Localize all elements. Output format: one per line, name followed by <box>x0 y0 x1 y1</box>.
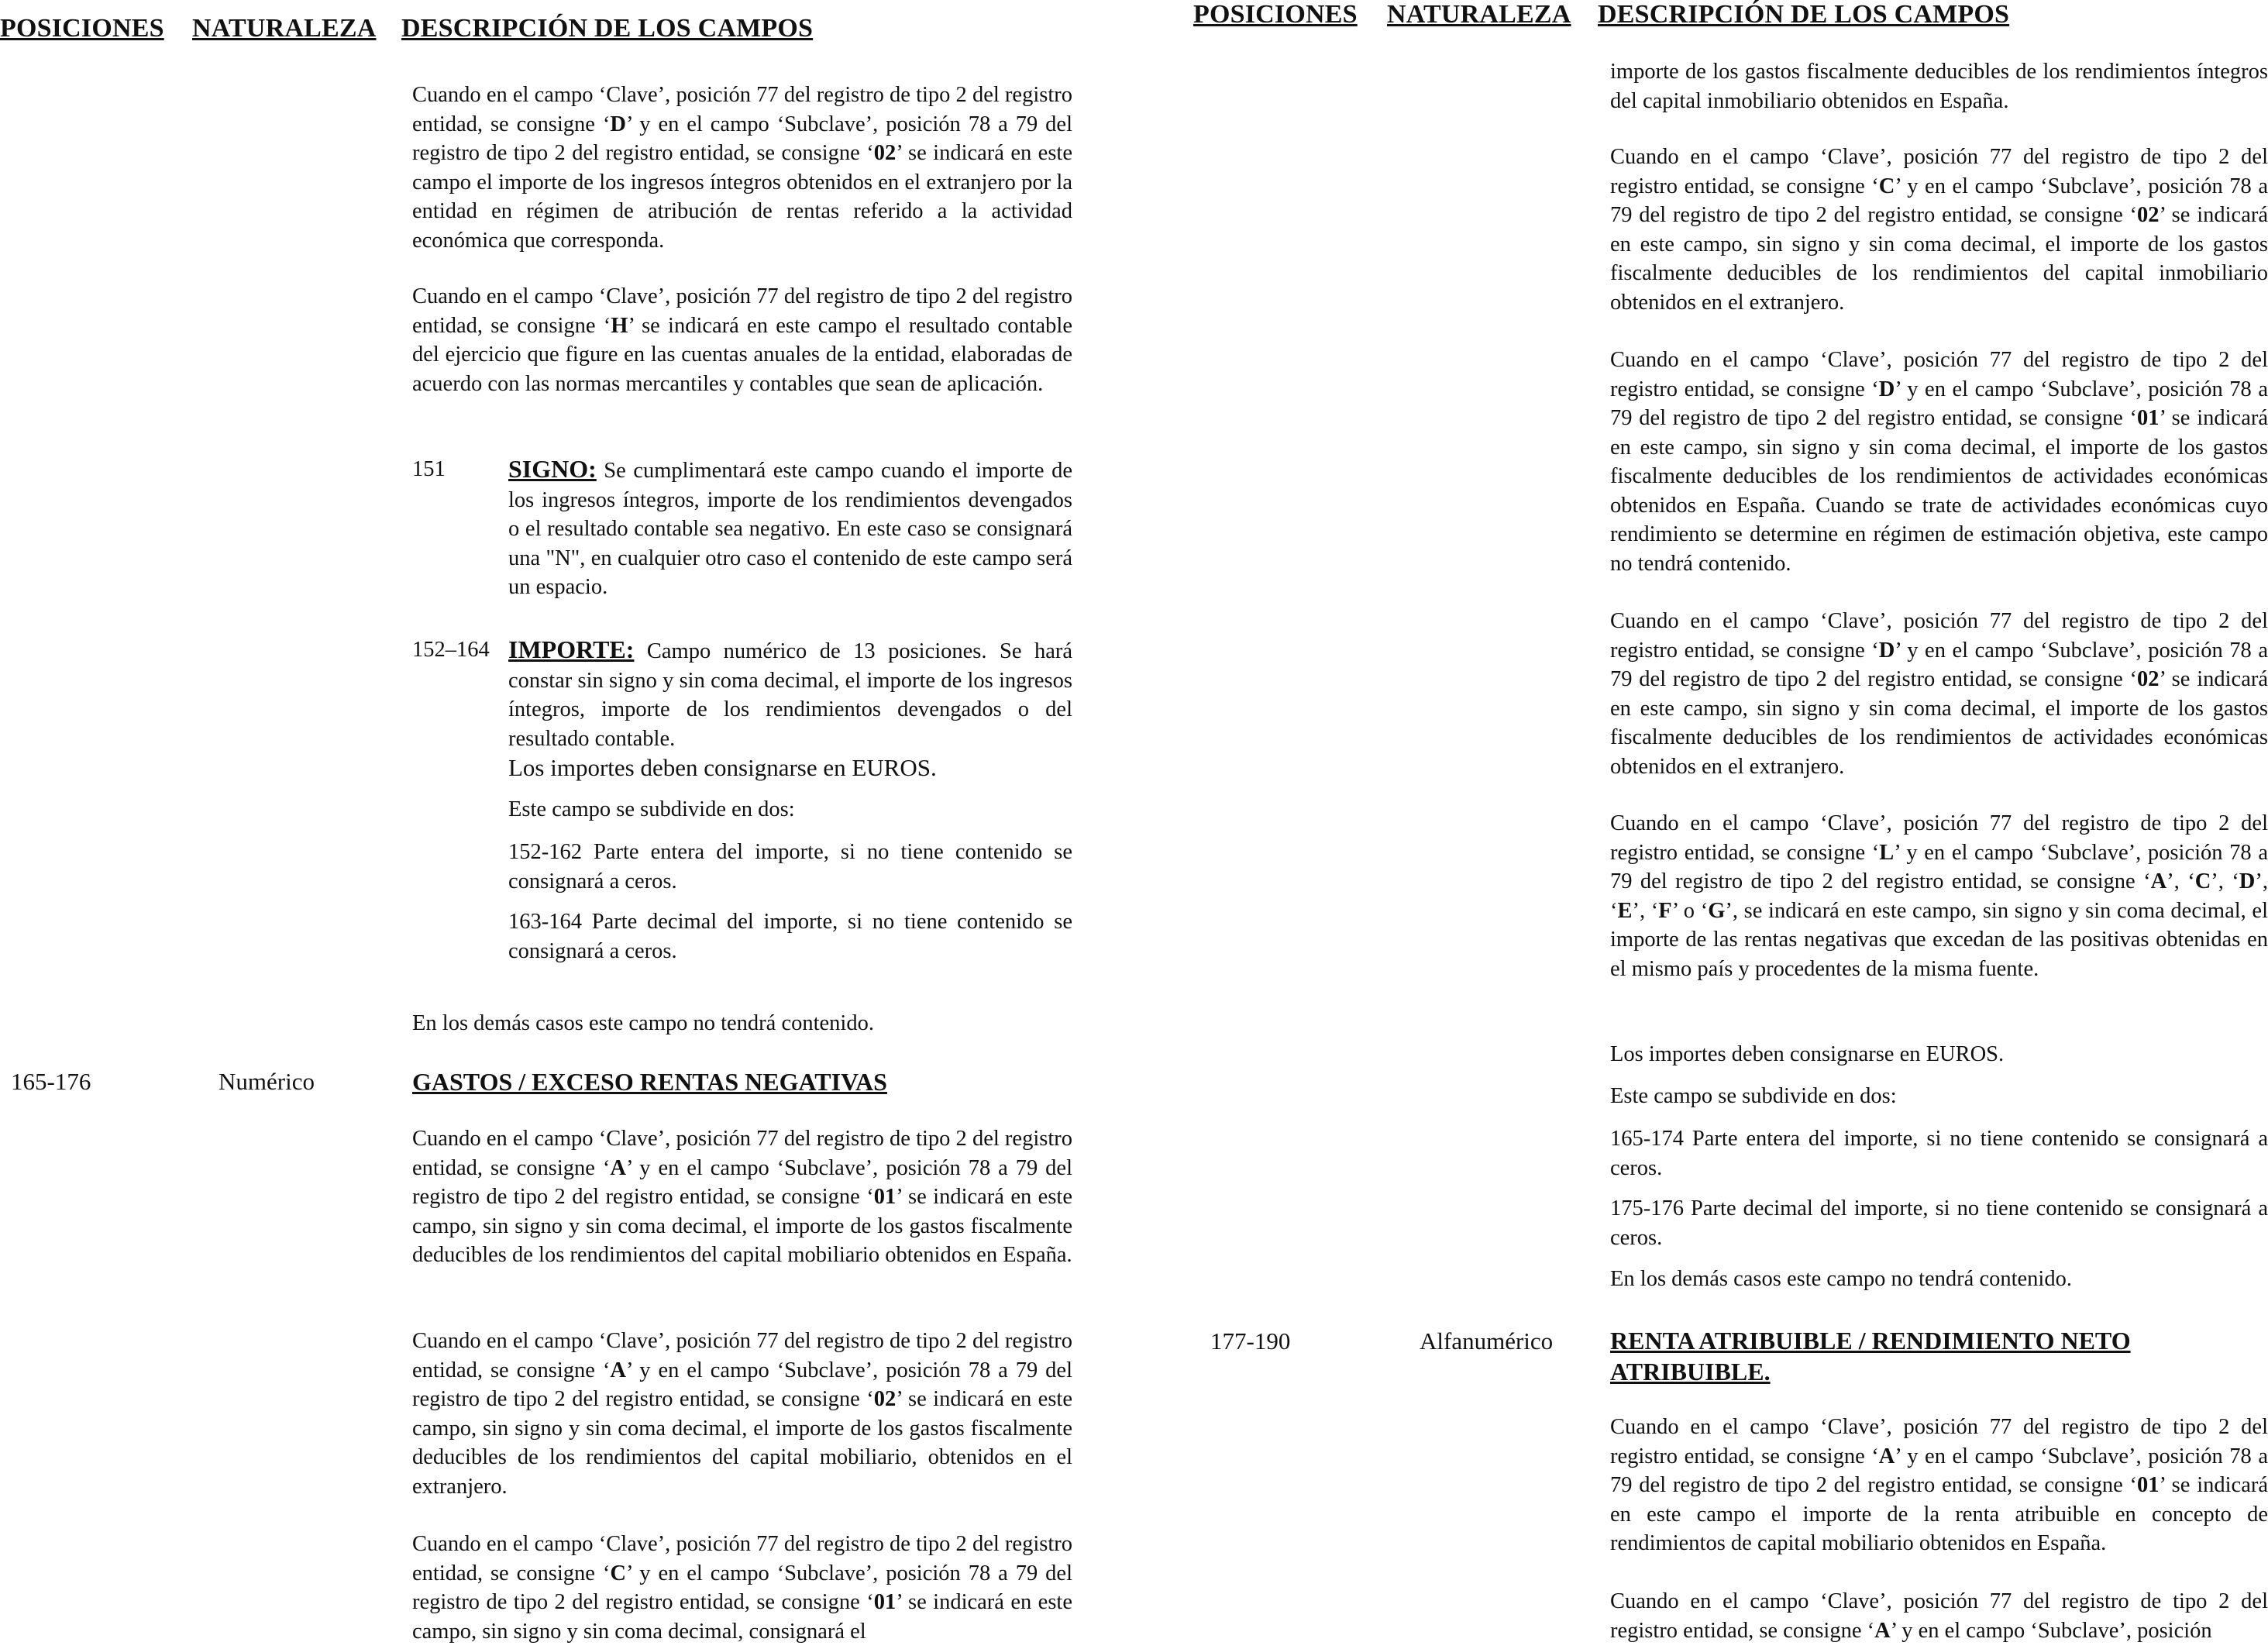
bold-key-value: 02 <box>873 1387 897 1411</box>
demas-casos-note: En los demás casos este campo no tendrá contenido. <box>1610 1267 2072 1291</box>
bold-key-value: A <box>1878 1444 1895 1468</box>
paragraph-clave-a-01: Cuando en el campo ‘Clave’, posición 77 del registro de tipo 2 del registro entidad, se consigne ‘A’ y en el campo ‘Subclave’, posición 78 a 79 del registro de tipo 2 del registro entidad, se consigne ‘01’ se indicará en este campo, sin signo y sin coma decimal, el importe de los gastos fiscalmente deducibles de los rendimientos del capital mobiliario obtenidos en España. <box>412 1127 1072 1267</box>
importe-position: 152–164 <box>412 638 490 662</box>
bold-key-value: 02 <box>2137 203 2160 227</box>
bold-key-value: L <box>1879 840 1895 865</box>
paragraph-clave-l: Cuando en el campo ‘Clave’, posición 77 del registro de tipo 2 del registro entidad, se consigne ‘L’ y en el campo ‘Subclave’, posición 78 a 79 del registro de tipo 2 del registro entidad, se consigne ‘A’, ‘C’, ‘D’, ‘E’, ‘F’ o ‘G’, se indicará en este campo, sin signo y sin coma decimal, el importe de las rentas negativas que excedan de las positivas obtenidas en el mismo país y procedentes de la misma fuente. <box>1610 811 2268 981</box>
paragraph-clave-h: Cuando en el campo ‘Clave’, posición 77 del registro de tipo 2 del registro entidad, se consigne ‘H’ se indicará en este campo el resultado contable del ejercicio que figure en las cuentas anuales de la entidad, elaboradas de acuerdo con las normas mercantiles y contables que sean de aplicación. <box>412 284 1073 396</box>
subdivide-note: Este campo se subdivide en dos: <box>1610 1084 1897 1108</box>
paragraph-clave-d-01: Cuando en el campo ‘Clave’, posición 77 del registro de tipo 2 del registro entidad, se consigne ‘D’ y en el campo ‘Subclave’, posición 78 a 79 del registro de tipo 2 del registro entidad, se consigne ‘01’ se indicará en este campo, sin signo y sin coma decimal, el importe de los gastos fiscalmente deducibles de los rendimientos de actividades económicas obtenidos en España. Cuando se trate de actividades económicas cuyo rendimiento se determine en régimen de estimación objetiva, este campo no tendrá contenido. <box>1610 348 2268 576</box>
right-page <box>1193 0 2268 1649</box>
signo-description: SIGNO: Se cumplimentará este campo cuando el importe de los ingresos íntegros, importe de los rendimientos devengados o el resultado contable sea negativo. En este caso se consignará una "N", en cualquier otro caso el contenido de este campo será un espacio. <box>508 455 1072 599</box>
bold-key-value: 02 <box>873 141 897 165</box>
left-page <box>0 0 1085 1649</box>
field-position: 165-176 <box>11 1068 91 1095</box>
importes-euros-note: Los importes deben consignarse en EUROS. <box>1610 1042 2005 1066</box>
signo-label: SIGNO: <box>508 455 597 483</box>
field-title: GASTOS / EXCESO RENTAS NEGATIVAS <box>412 1068 887 1096</box>
paragraph-clave-a-01: Cuando en el campo ‘Clave’, posición 77 del registro de tipo 2 del registro entidad, se consigne ‘A’ y en el campo ‘Subclave’, posición 78 a 79 del registro de tipo 2 del registro entidad, se consigne ‘01’ se indicará en este campo el importe de la renta atribuible en concepto de rendimientos de capital mobiliario obtenidos en España. <box>1610 1415 2268 1555</box>
field-type: Numérico <box>219 1068 315 1095</box>
parte-entera-note: 165-174 Parte entera del importe, si no tiene contenido se consignará a ceros. <box>1610 1127 2268 1180</box>
bold-key-value: 01 <box>873 1590 897 1614</box>
bold-key-value: H <box>611 313 628 338</box>
bold-key-value: A <box>2150 869 2167 893</box>
bold-key-value: C <box>2194 869 2211 893</box>
bold-key-value: 01 <box>2137 1473 2160 1497</box>
bold-key-value: D <box>1878 638 1895 663</box>
header-posiciones: POSICIONES <box>1193 0 1358 29</box>
bold-key-value: 01 <box>2137 406 2160 430</box>
bold-key-value: E <box>1617 898 1633 923</box>
paragraph-continuation: importe de los gastos fiscalmente deducibles de los rendimientos íntegros del capital inmobiliario obtenidos en España. <box>1610 60 2268 113</box>
importe-description: IMPORTE: Campo numérico de 13 posiciones. Se hará constar sin signo y sin coma decimal, el importe de los ingresos íntegros, importe de los rendimientos devengados o del resultado contable. <box>508 635 1072 751</box>
bold-key-value: C <box>1878 174 1895 198</box>
bold-key-value: A <box>1874 1618 1891 1643</box>
bold-key-value: A <box>610 1358 626 1382</box>
paragraph-clave-c-01: Cuando en el campo ‘Clave’, posición 77 del registro de tipo 2 del registro entidad, se consigne ‘C’ y en el campo ‘Subclave’, posición 78 a 79 del registro de tipo 2 del registro entidad, se consigne ‘01’ se indicará en este campo, sin signo y sin coma decimal, consignará el <box>412 1532 1072 1644</box>
paragraph-clave-a-next: Cuando en el campo ‘Clave’, posición 77 del registro de tipo 2 del registro entidad, se consigne ‘A’ y en el campo ‘Subclave’, posición <box>1610 1589 2268 1643</box>
paragraph-clave-d-02: Cuando en el campo ‘Clave’, posición 77 del registro de tipo 2 del registro entidad, se consigne ‘D’ y en el campo ‘Subclave’, posición 78 a 79 del registro de tipo 2 del registro entidad, se consigne ‘02’ se indicará en este campo el importe de los ingresos íntegros obtenidos en el extranjero por la entidad en régimen de atribución de rentas referido a la actividad económica que corresponda. <box>412 83 1072 253</box>
bold-key-value: D <box>2239 869 2256 893</box>
header-naturaleza: NATURALEZA <box>1387 0 1571 29</box>
bold-key-value: A <box>610 1155 626 1180</box>
bold-key-value: F <box>1658 898 1672 923</box>
header-descripcion: DESCRIPCIÓN DE LOS CAMPOS <box>401 14 814 43</box>
importe-decimal: 163-164 Parte decimal del importe, si no tiene contenido se consignará a ceros. <box>508 910 1072 963</box>
paragraph-clave-c-02: Cuando en el campo ‘Clave’, posición 77 del registro de tipo 2 del registro entidad, se consigne ‘C’ y en el campo ‘Subclave’, posición 78 a 79 del registro de tipo 2 del registro entidad, se consigne ‘02’ se indicará en este campo, sin signo y sin coma decimal, el importe de los gastos fiscalmente deducibles de los rendimientos del capital inmobiliario obtenidos en el extranjero. <box>1610 145 2268 315</box>
field-type: Alfanumérico <box>1420 1327 1554 1355</box>
paragraph-clave-a-02: Cuando en el campo ‘Clave’, posición 77 del registro de tipo 2 del registro entidad, se consigne ‘A’ y en el campo ‘Subclave’, posición 78 a 79 del registro de tipo 2 del registro entidad, se consigne ‘02’ se indicará en este campo, sin signo y sin coma decimal, el importe de los gastos fiscalmente deducibles de los rendimientos del capital mobiliario, obtenidos en el extranjero. <box>412 1329 1072 1499</box>
bold-key-value: G <box>1708 898 1726 923</box>
importe-euros: Los importes deben consignarse en EUROS. <box>508 754 937 781</box>
header-descripcion: DESCRIPCIÓN DE LOS CAMPOS <box>1598 0 2010 29</box>
header-posiciones: POSICIONES <box>0 14 164 43</box>
header-naturaleza: NATURALEZA <box>192 14 377 43</box>
bold-key-value: D <box>610 112 626 136</box>
paragraph-clave-d-02: Cuando en el campo ‘Clave’, posición 77 del registro de tipo 2 del registro entidad, se consigne ‘D’ y en el campo ‘Subclave’, posición 78 a 79 del registro de tipo 2 del registro entidad, se consigne ‘02’ se indicará en este campo, sin signo y sin coma decimal, el importe de los gastos fiscalmente deducibles de los rendimientos de actividades económicas obtenidos en el extranjero. <box>1610 609 2268 779</box>
importe-entera: 152-162 Parte entera del importe, si no tiene contenido se consignará a ceros. <box>508 840 1072 893</box>
field-title: RENTA ATRIBUIBLE / RENDIMIENTO NETO ATRIBUIBLE. <box>1610 1327 2131 1386</box>
field-position: 177-190 <box>1210 1327 1291 1355</box>
bold-key-value: 02 <box>2137 667 2160 691</box>
bold-key-value: C <box>610 1561 626 1585</box>
bold-key-value: D <box>1878 377 1895 401</box>
signo-position: 151 <box>412 457 446 481</box>
importe-label: IMPORTE: <box>508 635 635 663</box>
parte-decimal-note: 175-176 Parte decimal del importe, si no tiene contenido se consignará a ceros. <box>1610 1196 2268 1250</box>
importe-subdivide: Este campo se subdivide en dos: <box>508 797 795 821</box>
demas-casos-note: En los demás casos este campo no tendrá contenido. <box>412 1011 874 1035</box>
bold-key-value: 01 <box>873 1185 897 1209</box>
